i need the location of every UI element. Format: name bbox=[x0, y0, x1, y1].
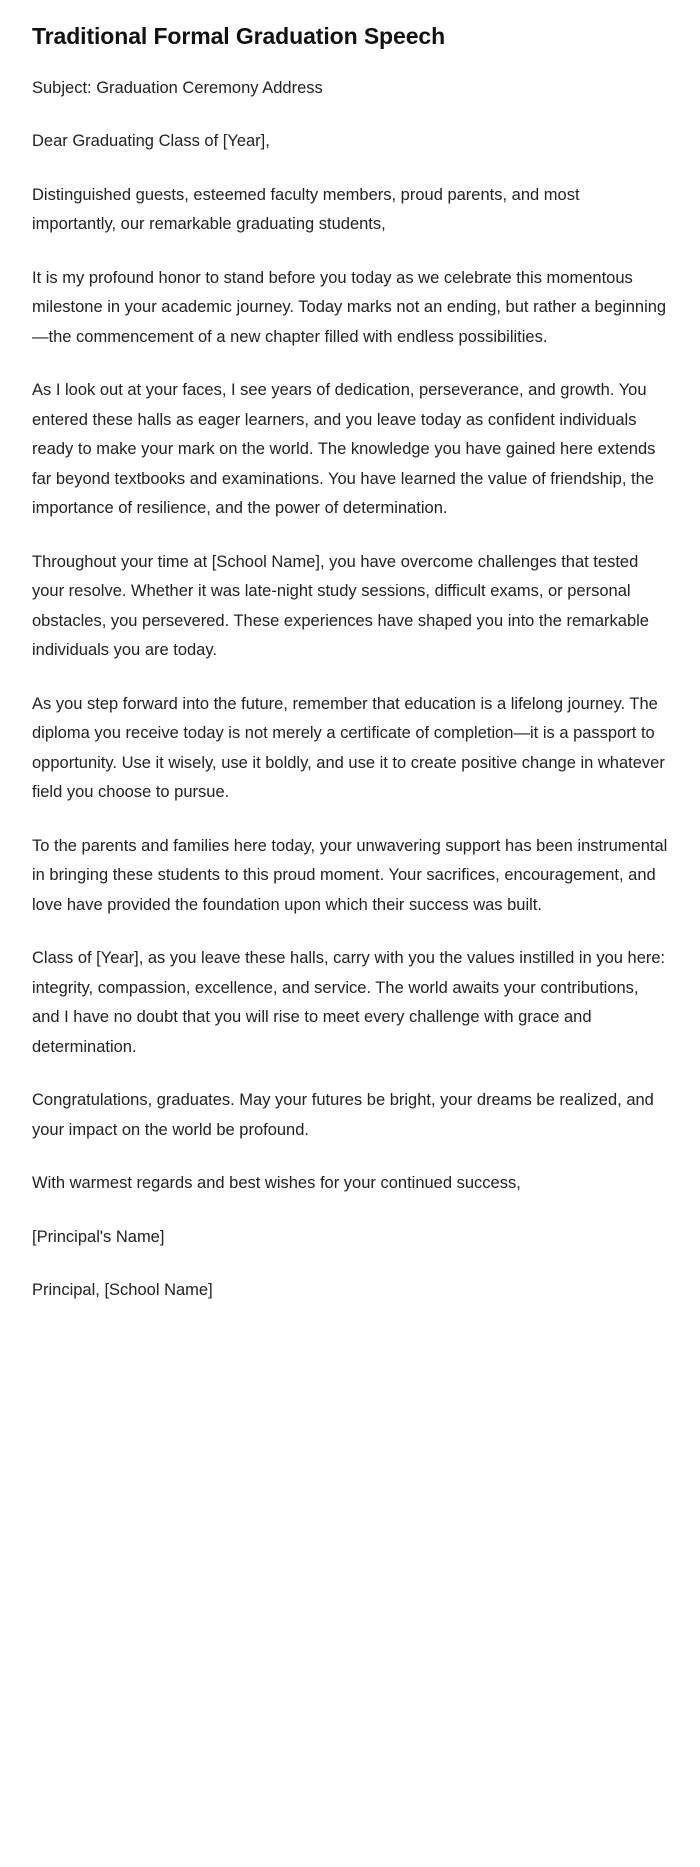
paragraph-challenges: Throughout your time at [School Name], you have overcome challenges that tested your resolve. Whether it was late-night study sessions, difficult exams, or personal obstacles, you persevered. These experiences have shaped you into the remarkable individuals you are today. bbox=[32, 552, 649, 660]
paragraph-values: Class of [Year], as you leave these halls, carry with you the values instilled in you here: integrity, compassion, excellence, and service. The world awaits your contributions, and I have no doubt that you will rise to meet every challenge with grace and determination. bbox=[32, 949, 666, 1056]
page-title: Traditional Formal Graduation Speech bbox=[32, 23, 446, 49]
paragraph-subject: Subject: Graduation Ceremony Address bbox=[32, 78, 323, 97]
paragraph-parents: To the parents and families here today, your unwavering support has been instrumental in bringing these students to this proud moment. Your sacrifices, encouragement, and love have provided the foundation upon which their success was built. bbox=[32, 836, 668, 914]
paragraph-signature-name: [Principal's Name] bbox=[32, 1227, 165, 1246]
paragraph-closing: With warmest regards and best wishes for your continued success, bbox=[32, 1174, 521, 1193]
paragraph-salutation: Dear Graduating Class of [Year], bbox=[32, 132, 270, 151]
paragraph-honor: It is my profound honor to stand before you today as we celebrate this momentous milestone in your academic journey. Today marks not an ending, but rather a beginning—the commencement of a new chapter filled with endless possibilities. bbox=[32, 268, 667, 346]
paragraph-congratulations: Congratulations, graduates. May your futures be bright, your dreams be realized, and your impact on the world be profound. bbox=[32, 1091, 654, 1139]
paragraph-dedication: As I look out at your faces, I see years of dedication, perseverance, and growth. You entered these halls as eager learners, and you leave today as confident individuals ready to make your mark on the world. The knowledge you have gained here extends far beyond textbooks and examinations. You have learned the value of friendship, the importance of resilience, and the power of determination. bbox=[32, 381, 656, 518]
paragraph-greeting: Distinguished guests, esteemed faculty members, proud parents, and most importantly, our remarkable graduating students, bbox=[32, 185, 580, 234]
paragraph-signature-title: Principal, [School Name] bbox=[32, 1281, 213, 1300]
paragraph-future: As you step forward into the future, remember that education is a lifelong journey. The diploma you receive today is not merely a certificate of completion—it is a passport to opportunity. Use it wisely, use it boldly, and use it to create positive change in whatever field you choose to pursue. bbox=[32, 694, 665, 802]
